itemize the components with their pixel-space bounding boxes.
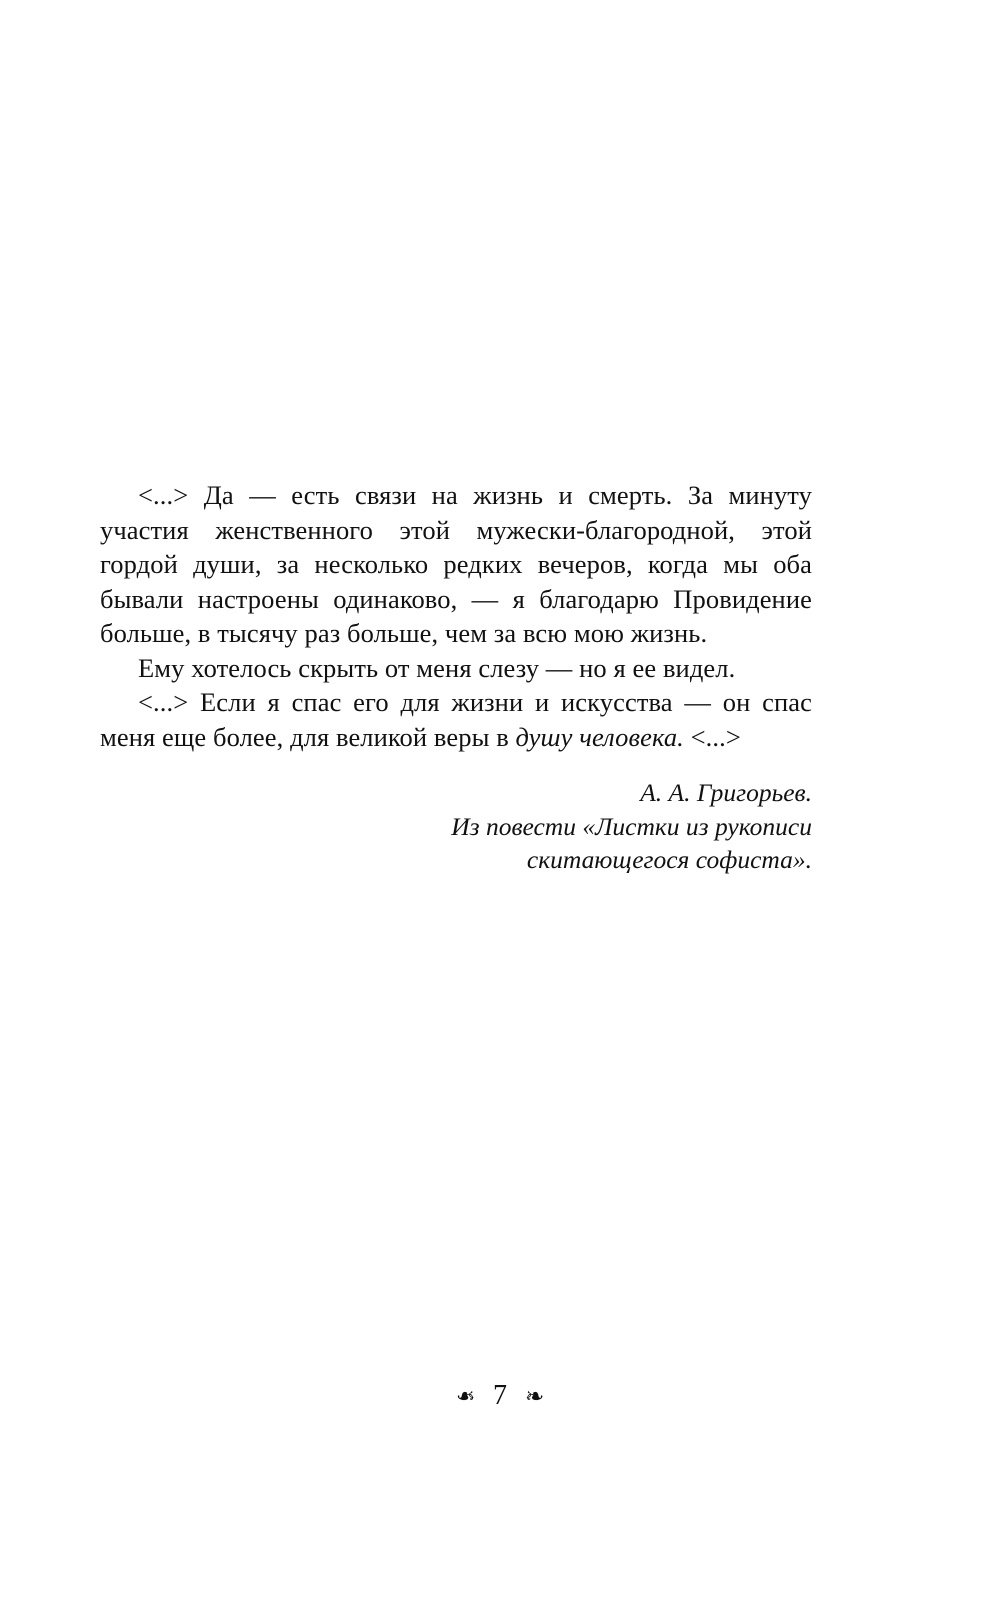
page-footer — [0, 1382, 1000, 1410]
ornament-left-icon: ❧ — [455, 1383, 475, 1409]
epigraph-paragraph-3-tail: <...> — [683, 721, 741, 752]
attribution-author: А. А. Григорьев. — [640, 778, 812, 807]
epigraph-block — [100, 478, 812, 877]
epigraph-paragraph-3-text: <...> Если я спас его для жизни и искусства — он спас меня еще более, для великой веры в — [100, 687, 812, 752]
epigraph-attribution — [100, 776, 812, 877]
ornament-right-icon: ❧ — [525, 1383, 545, 1409]
page-number: 7 — [493, 1380, 507, 1411]
attribution-source-line-2: скитающегося софиста». — [526, 845, 812, 874]
epigraph-italic-phrase: душу человека. — [515, 721, 684, 752]
epigraph-paragraph-3 — [100, 685, 812, 754]
epigraph-paragraph-2: Ему хотелось скрыть от меня слезу — но я ее видел. — [138, 652, 736, 683]
epigraph-paragraph-1: <...> Да — есть связи на жизнь и смерть. За минуту участия женственного этой мужески-благородной, этой гордой души, за несколько редких вечеров, когда мы оба бывали настроены одинаково, — я благодарю Провидение больше, в тысячу раз больше, чем за всю мою жизнь. — [100, 480, 812, 648]
attribution-source-line-1: Из повести «Листки из рукописи — [451, 811, 812, 841]
